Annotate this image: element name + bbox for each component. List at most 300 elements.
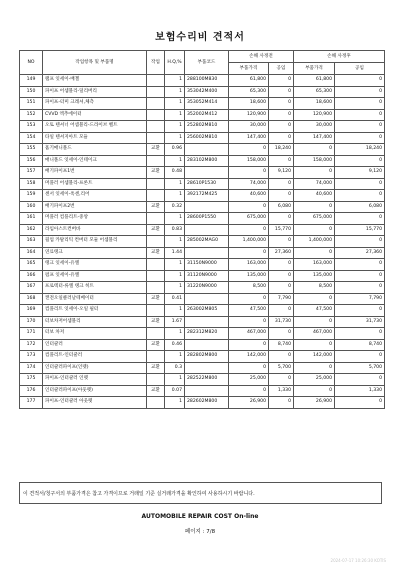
row-after-part-price: 8,500 xyxy=(294,282,335,294)
row-before-labor: 0 xyxy=(269,374,294,386)
table-body xyxy=(20,75,385,409)
row-part-code: 392172M425 xyxy=(185,190,229,202)
row-work xyxy=(147,270,165,282)
row-item-name: 인터쿨러파이프(인렛) xyxy=(43,362,147,374)
row-item-name: 프로텍터-류엘 탱크 히트 xyxy=(43,282,147,294)
row-work xyxy=(147,86,165,98)
row-before-part-price: 61,800 xyxy=(229,75,269,87)
table-row xyxy=(20,224,385,236)
row-part-code xyxy=(185,224,229,236)
row-no: 152 xyxy=(20,109,43,121)
header-code: 부품코드 xyxy=(185,51,229,75)
row-after-labor: 31,730 xyxy=(335,316,385,328)
row-before-part-price: 135,000 xyxy=(229,270,269,282)
row-before-labor: 0 xyxy=(269,397,294,409)
row-after-part-price: 0 xyxy=(294,144,335,156)
table-row xyxy=(20,247,385,259)
row-part-code xyxy=(185,201,229,213)
row-after-part-price: 26,900 xyxy=(294,397,335,409)
row-no: 173 xyxy=(20,351,43,363)
header-after-labor: 공임 xyxy=(335,63,385,75)
row-after-part-price: 40,600 xyxy=(294,190,335,202)
row-hq: 1 xyxy=(165,351,185,363)
row-work xyxy=(147,236,165,248)
estimate-table xyxy=(19,50,385,409)
row-after-part-price: 65,300 xyxy=(294,86,335,98)
row-no: 172 xyxy=(20,339,43,351)
print-watermark: 2024-07-17 10:26:30 KOTIS xyxy=(330,558,386,563)
header-after-group: 손해 사정후 xyxy=(294,51,385,63)
table-row xyxy=(20,86,385,98)
row-after-part-price: 74,000 xyxy=(294,178,335,190)
row-item-name: 캔전오일클러날테베이터 xyxy=(43,293,147,305)
row-after-part-price: 18,600 xyxy=(294,98,335,110)
row-item-name: 인터쿨러 xyxy=(43,339,147,351)
row-item-name: 라임아스트컨버바 xyxy=(43,224,147,236)
row-work xyxy=(147,109,165,121)
row-no: 170 xyxy=(20,316,43,328)
row-no: 155 xyxy=(20,144,43,156)
row-before-part-price: 147,400 xyxy=(229,132,269,144)
row-after-labor: 0 xyxy=(335,397,385,409)
row-hq: 1 xyxy=(165,75,185,87)
row-before-part-price: 1,400,000 xyxy=(229,236,269,248)
row-before-part-price: 0 xyxy=(229,362,269,374)
table-row xyxy=(20,328,385,340)
row-no: 177 xyxy=(20,397,43,409)
row-part-code xyxy=(185,167,229,179)
row-before-labor: 7,790 xyxy=(269,293,294,305)
footer-brand: AUTOMOBILE REPAIR COST On-line xyxy=(141,513,259,520)
row-no: 176 xyxy=(20,385,43,397)
row-before-part-price: 8,500 xyxy=(229,282,269,294)
row-hq: 1 xyxy=(165,132,185,144)
row-item-name: 컴플리트 잇세이-오일 필터 xyxy=(43,305,147,317)
row-item-name: 인터쿨러파이프(아웃렛) xyxy=(43,385,147,397)
row-part-code: 28610P1530 xyxy=(185,178,229,190)
row-item-name: 파이프 어셈블리-딜리버리 xyxy=(43,86,147,98)
row-after-labor: 0 xyxy=(335,328,385,340)
row-no: 166 xyxy=(20,270,43,282)
row-part-code: 282602M800 xyxy=(185,397,229,409)
row-item-name: 매니폴드 잇세이-인테이크 xyxy=(43,155,147,167)
row-work: 교환 xyxy=(147,339,165,351)
row-work xyxy=(147,305,165,317)
table-row xyxy=(20,98,385,110)
table-row xyxy=(20,190,385,202)
row-before-labor: 18,240 xyxy=(269,144,294,156)
header-work: 작업 xyxy=(147,51,165,75)
row-after-part-price: 0 xyxy=(294,316,335,328)
row-no: 167 xyxy=(20,282,43,294)
row-after-labor: 0 xyxy=(335,270,385,282)
row-hq: 1 xyxy=(165,270,185,282)
price-notice: 이 견적서/청구서의 부품가격은 참고 가격이므로 거래일 기준 실거래가격을 확인하여 사용하시기 바랍니다. xyxy=(19,482,382,504)
header-after-part-price: 부품가격 xyxy=(294,63,335,75)
row-hq: 1 xyxy=(165,259,185,271)
row-after-labor: 18,240 xyxy=(335,144,385,156)
row-after-labor: 0 xyxy=(335,190,385,202)
row-item-name: CVVD 엑추에이터 xyxy=(43,109,147,121)
document-title: 보험수리비 견적서 xyxy=(155,32,245,43)
row-part-code: 288100M830 xyxy=(185,75,229,87)
row-after-labor: 0 xyxy=(335,282,385,294)
row-after-labor: 6,080 xyxy=(335,201,385,213)
row-after-part-price: 147,400 xyxy=(294,132,335,144)
row-work xyxy=(147,190,165,202)
row-before-part-price: 675,000 xyxy=(229,213,269,225)
row-no: 157 xyxy=(20,167,43,179)
row-after-part-price: 25,000 xyxy=(294,374,335,386)
row-item-name: 연료탱크 xyxy=(43,247,147,259)
row-before-part-price: 0 xyxy=(229,201,269,213)
row-after-labor: 0 xyxy=(335,155,385,167)
row-hq: 0.48 xyxy=(165,167,185,179)
row-part-code xyxy=(185,362,229,374)
row-before-labor: 0 xyxy=(269,305,294,317)
row-no: 149 xyxy=(20,75,43,87)
row-after-part-price: 142,000 xyxy=(294,351,335,363)
row-after-part-price: 0 xyxy=(294,362,335,374)
row-item-name: 배기파이프1번 xyxy=(43,167,147,179)
row-work xyxy=(147,121,165,133)
row-after-part-price: 61,800 xyxy=(294,75,335,87)
table-row xyxy=(20,374,385,386)
row-work xyxy=(147,178,165,190)
row-hq: 1 xyxy=(165,98,185,110)
row-before-labor: 0 xyxy=(269,98,294,110)
row-before-part-price: 0 xyxy=(229,385,269,397)
row-before-labor: 0 xyxy=(269,178,294,190)
row-item-name: 오토 텐셔너 어셈블리-드라이브 벨트 xyxy=(43,121,147,133)
row-hq: 1 xyxy=(165,86,185,98)
row-part-code: 282522M800 xyxy=(185,374,229,386)
table-row xyxy=(20,201,385,213)
row-item-name: 머플러 어셈블리-프론트 xyxy=(43,178,147,190)
row-hq: 1 xyxy=(165,282,185,294)
row-after-part-price: 0 xyxy=(294,247,335,259)
row-part-code: 282802M800 xyxy=(185,351,229,363)
row-before-part-price: 0 xyxy=(229,247,269,259)
table-row xyxy=(20,259,385,271)
row-hq: 1 xyxy=(165,397,185,409)
table-row xyxy=(20,109,385,121)
row-work: 교환 xyxy=(147,247,165,259)
row-after-part-price: 0 xyxy=(294,167,335,179)
row-after-labor: 0 xyxy=(335,178,385,190)
row-before-part-price: 0 xyxy=(229,224,269,236)
row-before-labor: 0 xyxy=(269,351,294,363)
page-indicator: 페이지 : 7/8 xyxy=(184,529,216,535)
row-hq: 1.67 xyxy=(165,316,185,328)
row-hq: 1 xyxy=(165,374,185,386)
table-row xyxy=(20,213,385,225)
row-before-labor: 9,120 xyxy=(269,167,294,179)
row-hq: 1.44 xyxy=(165,247,185,259)
row-no: 156 xyxy=(20,155,43,167)
row-work xyxy=(147,328,165,340)
row-before-labor: 0 xyxy=(269,132,294,144)
row-after-part-price: 163,000 xyxy=(294,259,335,271)
row-part-code xyxy=(185,385,229,397)
row-after-part-price: 0 xyxy=(294,385,335,397)
row-after-part-price: 467,000 xyxy=(294,328,335,340)
row-before-part-price: 18,600 xyxy=(229,98,269,110)
row-hq: 0.07 xyxy=(165,385,185,397)
row-hq: 0.3 xyxy=(165,362,185,374)
row-after-part-price: 30,000 xyxy=(294,121,335,133)
row-work: 교환 xyxy=(147,224,165,236)
row-no: 161 xyxy=(20,213,43,225)
row-before-labor: 0 xyxy=(269,270,294,282)
table-row xyxy=(20,385,385,397)
row-item-name: 웜업 카탈리틱 컨버터 모듈 어셈블리 xyxy=(43,236,147,248)
row-hq: 1 xyxy=(165,155,185,167)
row-part-code: 31220N9000 xyxy=(185,282,229,294)
row-after-labor: 0 xyxy=(335,305,385,317)
row-after-labor: 0 xyxy=(335,132,385,144)
row-before-labor: 0 xyxy=(269,86,294,98)
row-hq: 1 xyxy=(165,121,185,133)
row-hq: 0.46 xyxy=(165,339,185,351)
row-no: 175 xyxy=(20,374,43,386)
row-item-name: 파이프-터미 크레셔,체측 xyxy=(43,98,147,110)
row-before-labor: 0 xyxy=(269,155,294,167)
row-part-code: 282312M820 xyxy=(185,328,229,340)
row-work: 교환 xyxy=(147,362,165,374)
row-after-part-price: 0 xyxy=(294,339,335,351)
row-hq: 0.96 xyxy=(165,144,185,156)
row-work xyxy=(147,351,165,363)
row-after-labor: 0 xyxy=(335,98,385,110)
row-before-part-price: 30,000 xyxy=(229,121,269,133)
table-header xyxy=(20,51,385,75)
row-before-labor: 0 xyxy=(269,282,294,294)
row-part-code: 285002MAG0 xyxy=(185,236,229,248)
table-row xyxy=(20,155,385,167)
row-item-name: 타일 텐셔지아트 모듈 xyxy=(43,132,147,144)
header-no: NO xyxy=(20,51,43,75)
row-item-name: 파이프-인터쿨러 아웃렛 xyxy=(43,397,147,409)
row-part-code xyxy=(185,339,229,351)
row-before-part-price: 47,500 xyxy=(229,305,269,317)
row-after-labor: 1,330 xyxy=(335,385,385,397)
row-before-labor: 0 xyxy=(269,121,294,133)
row-part-code: 283102M800 xyxy=(185,155,229,167)
row-after-part-price: 1,400,000 xyxy=(294,236,335,248)
row-item-name: 탱크 잇세이-유엘 xyxy=(43,259,147,271)
row-no: 163 xyxy=(20,236,43,248)
row-before-labor: 0 xyxy=(269,109,294,121)
row-work: 교환 xyxy=(147,144,165,156)
table-row xyxy=(20,167,385,179)
row-item-name: 터보차저어셈블리 xyxy=(43,316,147,328)
row-before-part-price: 0 xyxy=(229,167,269,179)
row-hq: 1 xyxy=(165,109,185,121)
row-hq: 1 xyxy=(165,213,185,225)
row-before-part-price: 0 xyxy=(229,316,269,328)
row-no: 158 xyxy=(20,178,43,190)
row-part-code xyxy=(185,293,229,305)
table-row xyxy=(20,178,385,190)
row-before-labor: 0 xyxy=(269,190,294,202)
row-after-labor: 0 xyxy=(335,236,385,248)
row-before-part-price: 142,000 xyxy=(229,351,269,363)
row-part-code: 28600P1550 xyxy=(185,213,229,225)
row-after-labor: 0 xyxy=(335,86,385,98)
row-no: 168 xyxy=(20,293,43,305)
row-hq: 0.83 xyxy=(165,224,185,236)
table-row xyxy=(20,236,385,248)
row-work: 교환 xyxy=(147,201,165,213)
row-no: 162 xyxy=(20,224,43,236)
row-part-code: 353052M414 xyxy=(185,98,229,110)
row-after-part-price: 47,500 xyxy=(294,305,335,317)
row-before-labor: 8,740 xyxy=(269,339,294,351)
row-part-code xyxy=(185,144,229,156)
row-after-labor: 0 xyxy=(335,351,385,363)
table-row xyxy=(20,305,385,317)
table-row xyxy=(20,351,385,363)
table-row xyxy=(20,121,385,133)
row-work xyxy=(147,75,165,87)
row-before-part-price: 467,000 xyxy=(229,328,269,340)
row-before-part-price: 26,900 xyxy=(229,397,269,409)
row-part-code xyxy=(185,316,229,328)
row-part-code: 252802M810 xyxy=(185,121,229,133)
row-before-part-price: 0 xyxy=(229,339,269,351)
table-row xyxy=(20,397,385,409)
row-part-code: 352002M412 xyxy=(185,109,229,121)
row-work xyxy=(147,98,165,110)
row-work: 교환 xyxy=(147,167,165,179)
row-after-labor: 8,740 xyxy=(335,339,385,351)
row-hq: 1 xyxy=(165,190,185,202)
row-work: 교환 xyxy=(147,293,165,305)
row-part-code: 31120N9000 xyxy=(185,270,229,282)
row-no: 174 xyxy=(20,362,43,374)
row-before-labor: 5,700 xyxy=(269,362,294,374)
table-row xyxy=(20,362,385,374)
table-row xyxy=(20,75,385,87)
row-no: 150 xyxy=(20,86,43,98)
header-hq: H.Q,% xyxy=(165,51,185,75)
row-after-labor: 27,360 xyxy=(335,247,385,259)
row-hq: 1 xyxy=(165,178,185,190)
row-after-labor: 0 xyxy=(335,374,385,386)
row-part-code: 353042M400 xyxy=(185,86,229,98)
row-after-labor: 0 xyxy=(335,75,385,87)
row-no: 171 xyxy=(20,328,43,340)
row-item-name: 센서 잇세이-옥센,리어 xyxy=(43,190,147,202)
row-after-labor: 0 xyxy=(335,109,385,121)
row-after-labor: 9,120 xyxy=(335,167,385,179)
row-no: 159 xyxy=(20,190,43,202)
row-work xyxy=(147,259,165,271)
row-work xyxy=(147,132,165,144)
row-before-part-price: 158,000 xyxy=(229,155,269,167)
row-before-labor: 0 xyxy=(269,328,294,340)
table-row xyxy=(20,282,385,294)
row-before-labor: 27,360 xyxy=(269,247,294,259)
row-before-labor: 15,770 xyxy=(269,224,294,236)
row-before-labor: 1,330 xyxy=(269,385,294,397)
row-after-part-price: 0 xyxy=(294,224,335,236)
row-part-code xyxy=(185,247,229,259)
row-before-labor: 6,080 xyxy=(269,201,294,213)
row-after-labor: 0 xyxy=(335,213,385,225)
row-before-part-price: 65,300 xyxy=(229,86,269,98)
table-row xyxy=(20,144,385,156)
row-before-labor: 0 xyxy=(269,75,294,87)
row-no: 169 xyxy=(20,305,43,317)
row-no: 151 xyxy=(20,98,43,110)
row-hq: 0.32 xyxy=(165,201,185,213)
row-item-name: 배기파이프2번 xyxy=(43,201,147,213)
row-after-part-price: 120,900 xyxy=(294,109,335,121)
row-before-part-price: 120,900 xyxy=(229,109,269,121)
row-work: 교환 xyxy=(147,385,165,397)
row-after-labor: 0 xyxy=(335,259,385,271)
row-item-name: 터보 차저 xyxy=(43,328,147,340)
header-before-group: 손해 사정전 xyxy=(229,51,294,63)
row-after-labor: 5,700 xyxy=(335,362,385,374)
row-hq: 1 xyxy=(165,328,185,340)
row-before-labor: 31,730 xyxy=(269,316,294,328)
table-row xyxy=(20,316,385,328)
row-work xyxy=(147,213,165,225)
header-item: 작업항목 및 부품명 xyxy=(43,51,147,75)
row-hq: 1 xyxy=(165,236,185,248)
table-row xyxy=(20,339,385,351)
row-before-part-price: 25,000 xyxy=(229,374,269,386)
table-row xyxy=(20,270,385,282)
row-item-name: 파이프-인터쿨러 인렛 xyxy=(43,374,147,386)
row-no: 153 xyxy=(20,121,43,133)
row-part-code: 31150N9000 xyxy=(185,259,229,271)
row-before-part-price: 40,600 xyxy=(229,190,269,202)
row-after-labor: 7,790 xyxy=(335,293,385,305)
row-after-labor: 15,770 xyxy=(335,224,385,236)
row-work xyxy=(147,282,165,294)
row-item-name: 펌프 잇세이-유엘 xyxy=(43,270,147,282)
row-no: 165 xyxy=(20,259,43,271)
row-after-part-price: 135,000 xyxy=(294,270,335,282)
row-no: 164 xyxy=(20,247,43,259)
row-after-labor: 0 xyxy=(335,121,385,133)
row-item-name: 컴플리트-인터쿨러 xyxy=(43,351,147,363)
row-work xyxy=(147,155,165,167)
row-before-part-price: 74,000 xyxy=(229,178,269,190)
row-before-part-price: 163,000 xyxy=(229,259,269,271)
row-hq: 1 xyxy=(165,305,185,317)
row-no: 154 xyxy=(20,132,43,144)
row-item-name: 머플러 컴플리트-중앙 xyxy=(43,213,147,225)
row-work xyxy=(147,374,165,386)
row-before-labor: 0 xyxy=(269,259,294,271)
table-row xyxy=(20,293,385,305)
table-row xyxy=(20,132,385,144)
row-part-code: 256002M810 xyxy=(185,132,229,144)
header-before-part-price: 부품가격 xyxy=(229,63,269,75)
header-before-labor: 공임 xyxy=(269,63,294,75)
row-part-code: 263002M805 xyxy=(185,305,229,317)
row-after-part-price: 0 xyxy=(294,293,335,305)
row-item-name: 램프 잇세이-배젤 xyxy=(43,75,147,87)
row-before-part-price: 0 xyxy=(229,144,269,156)
row-before-labor: 0 xyxy=(269,213,294,225)
row-before-part-price: 0 xyxy=(229,293,269,305)
